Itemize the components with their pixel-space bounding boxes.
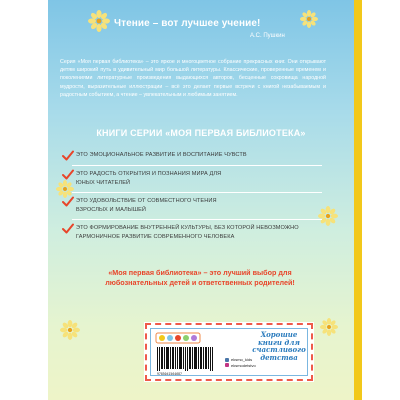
social-handle: eksmodetstvo [231,362,256,368]
check-icon [62,223,74,234]
social-handle: eksmo_kids [231,357,253,362]
instagram-icon [225,363,229,367]
vk-icon [225,358,229,362]
barcode-icon [157,347,215,371]
benefit-item [76,151,336,160]
social-row [225,363,256,369]
benefit-text: ЭТО УДОВОЛЬСТВИЕ ОТ СОВМЕСТНОГО ЧТЕНИЯ ВЗРОСЛЫХ И МАЛЫШЕЙ [76,198,217,213]
flower-icon [320,318,338,336]
series-heading: КНИГИ СЕРИИ «МОЯ ПЕРВАЯ БИБЛИОТЕКА» [96,128,306,138]
barcode-sticker [144,322,314,382]
logo-icon [155,331,201,345]
benefit-item [76,224,336,242]
flower-icon [300,10,318,28]
benefit-item [76,170,336,188]
series-description: Серия «Моя первая библиотека» – это яркое и многоцветное собрание прекрасных книг. Они открывают детям широкий путь в удивительный мир большой литературы. Классические, проверенные временем и поколениями литературные произведения выдающихся авторов, бесценные сокровища народной мудрости, выразительные иллюстрации – всё это делает первые встречи с книгой незабываемым и радостным событием, а чтение – увлекательным и любимым занятием. [60,59,326,98]
epigraph-author: А.С. Пушкин [250,33,285,39]
divider [72,165,322,166]
flower-icon [88,10,110,32]
yellow-spine [354,0,362,400]
series-conclusion: «Моя первая библиотека» – это лучший выбор для любознательных детей и ответственных родителей! [105,268,295,288]
benefit-text: ЭТО РАДОСТЬ ОТКРЫТИЯ И ПОЗНАНИЯ МИРА ДЛЯ ЮНЫХ ЧИТАТЕЛЕЙ [76,171,222,186]
divider [72,192,322,193]
divider [72,219,322,220]
benefit-text: ЭТО ЭМОЦИОНАЛЬНОЕ РАЗВИТИЕ И ВОСПИТАНИЕ ЧУВСТВ [76,152,247,158]
barcode-number: 9785041564687 [157,372,182,376]
sticker-slogan: Хорошие книги для счастливого детства [252,330,306,362]
flower-icon [60,320,80,340]
benefit-item [76,197,336,215]
check-icon [62,150,74,161]
check-icon [62,169,74,180]
epigraph-quote: Чтение – вот лучшее учение! [114,18,261,29]
check-icon [62,196,74,207]
benefit-text: ЭТО ФОРМИРОВАНИЕ ВНУТРЕННЕЙ КУЛЬТУРЫ, БЕЗ КОТОРОЙ НЕВОЗМОЖНО ГАРМОНИЧНОЕ РАЗВИТИЕ СОВРЕМЕННОГО ЧЕЛОВЕКА [76,225,299,240]
